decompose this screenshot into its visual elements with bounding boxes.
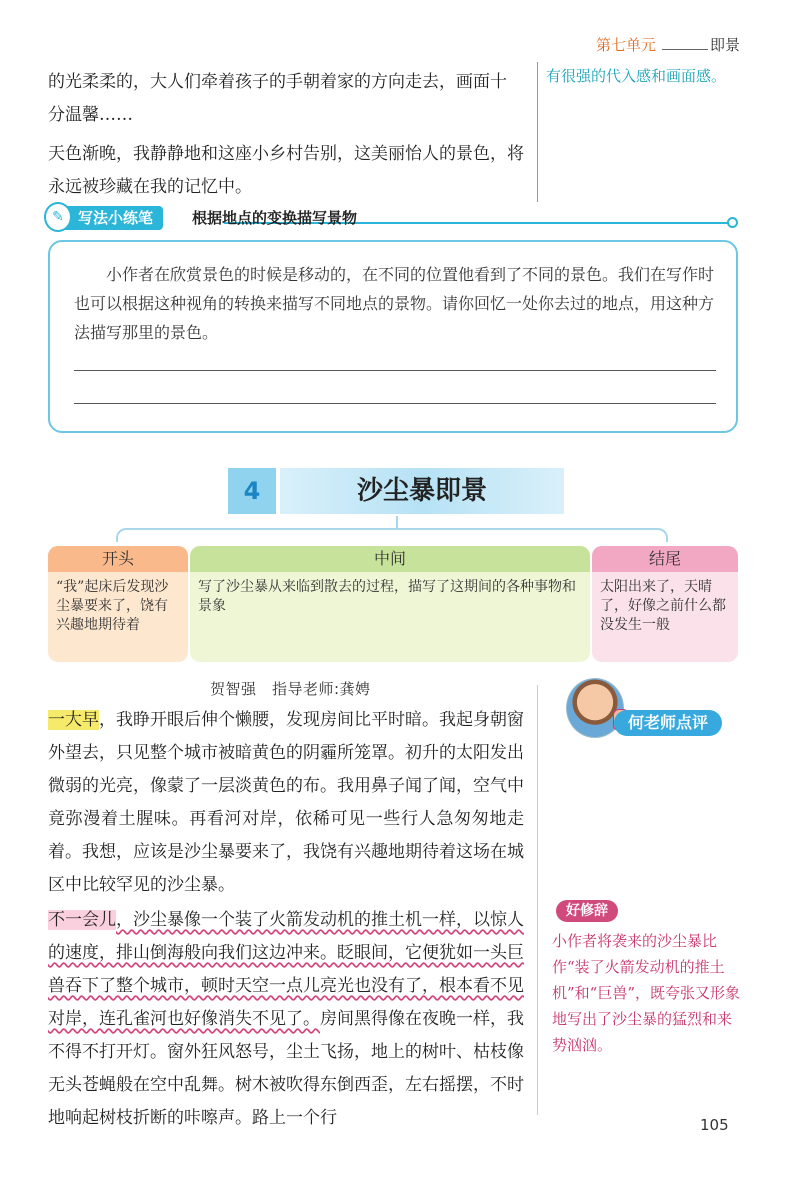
practice-subtitle: 根据地点的变换描写景物 [192,209,358,227]
practice-divider-dot [727,217,738,228]
pencil-icon: ✎ [44,202,72,232]
time-highlight-1: 一大早 [48,710,99,730]
teacher-tag: 何老师点评 [614,710,722,736]
essay-title-banner [228,468,564,514]
time-highlight-2: 不一会儿 [48,910,116,930]
unit-subject: 即景 [709,36,740,54]
essay-top [48,66,524,204]
essay-paragraph-1 [48,704,524,902]
author-line: 贺智强 指导老师:龚娉 [210,680,371,698]
essay-number: 4 [228,468,276,514]
page-number: 105 [700,1116,729,1134]
essay-top-para2: 天色渐晚，我静静地和这座小乡村告别，这美丽怡人的景色，将永远被珍藏在我的记忆中。 [48,144,524,197]
essay-top-line1: 的光柔柔的，大人们牵着孩子的手朝着家的方向走去，画面十 [48,72,507,92]
structure-start-body: “我”起床后发现沙尘暴要来了，饶有兴趣地期待着 [56,579,169,633]
practice-box [48,240,738,433]
unit-header [596,34,740,55]
structure-end-body: 太阳出来了，天晴了，好像之前什么都没发生一般 [600,579,726,633]
practice-header [44,202,738,232]
essay-title: 沙尘暴即景 [356,476,487,506]
margin-divider-lower [537,685,538,1115]
structure-connector [396,516,398,528]
rhetoric-note: 小作者将袭来的沙尘暴比作“装了火箭发动机的推土机”和“巨兽”，既夸张又形象地写出了沙尘暴的猛烈和来势汹汹。 [552,932,741,1054]
margin-divider [537,62,538,202]
practice-tag: 写法小练笔 [48,206,163,230]
structure-end-head: 结尾 [592,546,738,572]
structure-middle-body: 写了沙尘暴从来临到散去的过程，描写了这期间的各种事物和景象 [198,579,576,614]
writing-line-1[interactable] [74,370,716,371]
structure-middle-head: 中间 [190,546,590,572]
writing-line-2[interactable] [74,403,716,404]
fill-blank [662,36,708,50]
essay-top-line2: 分温馨…… [48,105,133,125]
essay-paragraph-2-text: 房间黑得像在夜晚一样，我不得不打开灯。窗外狂风怒号，尘土飞扬，地上的树叶、枯枝像无头苍蝇般在空中乱舞。树木被吹得东倒西歪，左右摇摆，不时地响起树枝折断的咔嚓声。路上一个行 [48,1009,524,1128]
structure-middle [190,546,590,662]
structure-branch [116,528,668,542]
structure-start [48,546,188,662]
structure-end [592,546,738,662]
unit-label: 第七单元 [595,36,656,54]
practice-text: 小作者在欣赏景色的时候是移动的，在不同的位置他看到了不同的景色。我们在写作时也可以根据这种视角的转换来描写不同地点的景物。请你回忆一处你去过的地点，用这种方法描写那里的景色。 [74,265,715,342]
rhetoric-sentence: ，沙尘暴像一个装了火箭发动机的推土机一样，以惊人的速度，排山倒海般向我们这边冲来。眨眼间，它便犹如一头巨兽吞下了整个城市，顿时天空一点儿亮光也没有了，根本看不见对岸，连孔雀河也好像消失不见了。 [48,910,524,1029]
structure-start-head: 开头 [48,546,188,572]
essay-title-bg [280,468,564,514]
teacher-comment-badge [566,678,746,740]
essay-main [48,704,524,1135]
essay-paragraph-2 [48,904,524,1135]
essay-paragraph-1-text: ，我睁开眼后伸个懒腰，发现房间比平时暗。我起身朝窗外望去，只见整个城市被暗黄色的阴霾所笼罩。初升的太阳发出微弱的光亮，像蒙了一层淡黄色的布。我用鼻子闻了闻，空气中竟弥漫着土腥味。再看河对岸，依稀可见一些行人急匆匆地走着。我想，应该是沙尘暴要来了，我饶有兴趣地期待着这场在城区中比较罕见的沙尘暴。 [48,710,524,895]
rhetoric-tag: 好修辞 [556,900,618,922]
side-note-top: 有很强的代入感和画面感。 [546,67,727,85]
